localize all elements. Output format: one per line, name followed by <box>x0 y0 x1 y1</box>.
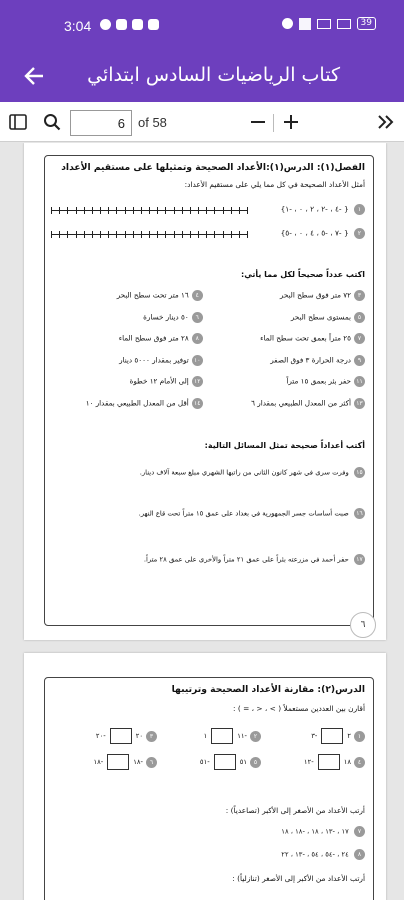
exercise-item <box>215 376 365 387</box>
number-line-tick <box>239 207 240 214</box>
item-number: ٥ <box>250 757 261 768</box>
item-number: ٣ <box>354 290 365 301</box>
number-line-tick <box>239 231 240 238</box>
word-problem <box>144 554 365 565</box>
exercise-item <box>53 398 203 409</box>
item-number: ٨ <box>192 333 203 344</box>
number-line-tick <box>133 207 134 214</box>
number-line-tick <box>84 231 85 238</box>
instruction-text: أمثل الأعداد الصحيحة في كل مما يلي على مستقيم الأعداد: <box>184 180 365 189</box>
whatsapp-icon <box>100 19 111 30</box>
item-number: ٤ <box>354 757 365 768</box>
page-number-badge: ٦ <box>350 612 376 638</box>
number-line-tick <box>223 231 224 238</box>
number-line-tick <box>190 231 191 238</box>
order-exercise <box>281 849 365 860</box>
exercise-item <box>53 312 203 323</box>
number-line-tick <box>125 207 126 214</box>
number-line-tick <box>67 231 68 238</box>
zoom-out-button[interactable] <box>246 110 270 134</box>
section-title: أرتب الأعداد من الأصغر إلى الأكبر (تصاعدياً) : <box>225 806 365 815</box>
item-number: ٥ <box>354 312 365 323</box>
page-total: of 58 <box>138 115 167 130</box>
answer-box <box>110 728 132 744</box>
word-problem <box>140 467 365 478</box>
number-line-tick <box>214 231 215 238</box>
compare-left: ٥١ <box>239 758 247 766</box>
number-line-tick <box>247 231 248 238</box>
order-numbers: ٢٤ ، -٥٤ ، ٥٤ ، -١٣ ، ٢٢ <box>281 850 349 859</box>
number-line-tick <box>165 231 166 238</box>
item-number: ٦ <box>192 312 203 323</box>
page-frame <box>44 155 374 626</box>
compare-item <box>311 728 365 744</box>
page-frame <box>44 677 374 900</box>
number-line-tick <box>247 207 248 214</box>
word-problem <box>139 508 365 519</box>
exercise-text: ٢٥ متراً بعمق تحت سطح الماء <box>260 333 351 343</box>
compare-left: ٢٠ <box>135 732 143 740</box>
number-line-tick <box>182 207 183 214</box>
chapter-title: الفصل(١): الدرس(١):الأعداد الصحيحة وتمثيلها على مستقيم الأعداد <box>61 162 365 173</box>
number-line-tick <box>141 231 142 238</box>
number-line-tick <box>198 231 199 238</box>
item-number: ٣ <box>146 731 157 742</box>
item-number: ٩ <box>354 355 365 366</box>
order-exercise <box>281 826 365 837</box>
section-title: أكتب أعداداً صحيحة تمثل المسائل التالية: <box>204 441 365 450</box>
pdf-page <box>24 143 386 640</box>
number-line-tick <box>223 207 224 214</box>
exercise-text: ٢٨ متر فوق سطح الماء <box>118 333 189 343</box>
number-line-tick <box>108 231 109 238</box>
number-line-tick <box>100 207 101 214</box>
pdf-page <box>24 653 386 900</box>
exercise-text: ٥٠ دينار خسارة <box>143 312 189 321</box>
zoom-in-button[interactable] <box>279 110 303 134</box>
exercise-item <box>215 290 365 301</box>
compare-left: ١٨ <box>343 758 351 766</box>
exercise-text: ١٦ متر تحت سطح البحر <box>116 290 189 300</box>
more-tools-icon[interactable] <box>374 110 398 134</box>
lesson-title: الدرس(٢): مقارنة الأعداد الصحيحة وترتيبها <box>171 684 365 695</box>
item-number: ١٥ <box>354 467 365 478</box>
wifi-icon <box>317 19 331 29</box>
compare-left: ٢ <box>347 732 351 740</box>
page-number-input[interactable] <box>70 110 132 136</box>
message-icon <box>116 19 127 30</box>
sidebar-toggle-icon[interactable] <box>6 110 30 134</box>
number-line-tick <box>149 231 150 238</box>
back-arrow-icon[interactable] <box>18 60 50 92</box>
exercise-text: إلى الأمام ١٢ خطوة <box>129 376 189 386</box>
problem-text: حفر أحمد في مزرعته بئراً على عمق ٢١ متراً والأخرى على عمق ٢٨ متراً. <box>143 555 349 564</box>
compare-right: -١٨ <box>93 758 104 766</box>
number-line-tick <box>231 207 232 214</box>
compare-item <box>93 754 157 770</box>
number-line-tick <box>214 207 215 214</box>
number-line-tick <box>51 231 52 238</box>
number-line-tick <box>157 231 158 238</box>
number-line <box>51 228 247 240</box>
youtube-icon <box>132 19 143 30</box>
section-title: اكتب عدداً صحيحاً لكل مما يأتي: <box>241 270 365 279</box>
number-line-tick <box>174 207 175 214</box>
app-bar <box>0 52 404 102</box>
order-numbers: ١٧ ، -١٣ ، ١٨ ، -١٨ ، ١٨ <box>281 827 349 836</box>
answer-box <box>318 754 340 770</box>
exercise-item <box>53 355 203 366</box>
number-line-tick <box>51 207 52 214</box>
number-line-tick <box>182 231 183 238</box>
pdf-toolbar <box>0 102 404 142</box>
exercise-item <box>215 333 365 344</box>
number-set: { -٤ ، -٢ ، ٢ ، ٠ ، -١} <box>280 204 349 214</box>
compare-item <box>200 754 261 770</box>
number-line-tick <box>84 207 85 214</box>
number-line-tick <box>76 207 77 214</box>
compare-right: ١ <box>203 732 208 740</box>
number-line-tick <box>92 207 93 214</box>
number-line-tick <box>116 231 117 238</box>
compare-item <box>96 728 157 744</box>
number-line-tick <box>206 207 207 214</box>
number-line-tick <box>206 231 207 238</box>
number-line-tick <box>133 231 134 238</box>
compare-right: -٣ <box>311 732 318 740</box>
item-number: ٧ <box>354 826 365 837</box>
number-line-tick <box>92 231 93 238</box>
document-viewer[interactable] <box>0 143 404 900</box>
item-number: ٢ <box>250 731 261 742</box>
item-number: ١ <box>354 731 365 742</box>
number-line-exercise <box>281 204 365 215</box>
number-line-tick <box>116 207 117 214</box>
item-number: ٦ <box>146 757 157 768</box>
item-number: ١٧ <box>354 554 365 565</box>
compare-item <box>304 754 365 770</box>
number-line-tick <box>67 207 68 214</box>
number-line-tick <box>157 207 158 214</box>
section-title: أرتب الأعداد من الأكبر إلى الأصغر (تنازلياً) : <box>232 874 365 883</box>
answer-box <box>214 754 236 770</box>
compare-item <box>204 728 261 744</box>
item-number: ١٠ <box>192 355 203 366</box>
compare-left: -١١ <box>237 732 247 740</box>
notification-icons <box>100 19 159 30</box>
item-number: ١٦ <box>354 508 365 519</box>
gmail-icon <box>148 19 159 30</box>
number-line-tick <box>59 231 60 238</box>
number-line-tick <box>141 207 142 214</box>
exercise-item <box>53 290 203 301</box>
exercise-text: بمستوى سطح البحر <box>290 312 351 321</box>
number-set: { -٧ ، -٥ ، ٤ ، ٠ ، -٥} <box>280 228 349 238</box>
exercise-text: ٧٢ متر فوق سطح البحر <box>279 290 351 300</box>
answer-box <box>107 754 129 770</box>
number-line-tick <box>100 231 101 238</box>
exercise-item <box>53 376 203 387</box>
exercise-text: حفر بئر بعمق ١٥ متراً <box>286 376 351 386</box>
number-line-tick <box>108 207 109 214</box>
problem-text: وفرت سرى في شهر كانون الثاني من راتبها الشهري مبلغ سبعة آلاف دينار. <box>139 468 349 477</box>
item-number: ١١ <box>354 376 365 387</box>
battery-indicator: 39 <box>357 17 376 30</box>
instruction-text: أقارن بين العددين مستعملاً ( > ، < ، = ) : <box>233 704 365 713</box>
app-title: كتاب الرياضيات السادس ابتدائي <box>87 64 340 86</box>
item-number: ١٢ <box>192 376 203 387</box>
search-icon[interactable] <box>40 110 64 134</box>
item-number: ١ <box>354 204 365 215</box>
item-number: ٢ <box>354 228 365 239</box>
number-line-tick <box>198 207 199 214</box>
system-icons <box>282 17 376 30</box>
exercise-text: درجة الحرارة ٣ فوق الصفر <box>270 355 351 364</box>
number-line-exercise <box>281 228 365 239</box>
number-line-tick <box>125 231 126 238</box>
alarm-icon <box>282 18 293 29</box>
vibrate-icon <box>299 18 311 30</box>
exercise-item <box>215 312 365 323</box>
exercise-text: توفير بمقدار ٥٠٠٠ دينار <box>119 355 189 364</box>
status-time: 3:04 <box>64 18 92 34</box>
toolbar-divider <box>273 114 274 132</box>
number-line-tick <box>174 231 175 238</box>
exercise-item <box>215 398 365 409</box>
item-number: ٧ <box>354 333 365 344</box>
compare-right: -٢٠ <box>95 732 106 740</box>
number-line-tick <box>231 231 232 238</box>
item-number: ٤ <box>192 290 203 301</box>
number-line-tick <box>149 207 150 214</box>
number-line-tick <box>165 207 166 214</box>
signal-icon <box>337 19 351 29</box>
compare-right: -١٢ <box>303 758 314 766</box>
exercise-text: أكثر من المعدل الطبيعي بمقدار ٦ <box>251 398 351 407</box>
exercise-item <box>53 333 203 344</box>
compare-right: -٥١ <box>199 758 210 766</box>
status-bar <box>0 0 404 52</box>
item-number: ١٤ <box>192 398 203 409</box>
number-line-tick <box>190 207 191 214</box>
answer-box <box>321 728 343 744</box>
exercise-text: أقل من المعدل الطبيعي بمقدار ١٠ <box>85 398 189 407</box>
number-line-tick <box>59 207 60 214</box>
item-number: ٨ <box>354 849 365 860</box>
item-number: ١٣ <box>354 398 365 409</box>
exercise-item <box>215 355 365 366</box>
problem-text: صبت أساسات جسر الجمهورية في بغداد على عمق ١٥ متراً تحت قاع النهر. <box>138 509 349 518</box>
number-line <box>51 204 247 216</box>
answer-box <box>211 728 233 744</box>
compare-left: -١٨ <box>133 758 143 766</box>
number-line-tick <box>76 231 77 238</box>
